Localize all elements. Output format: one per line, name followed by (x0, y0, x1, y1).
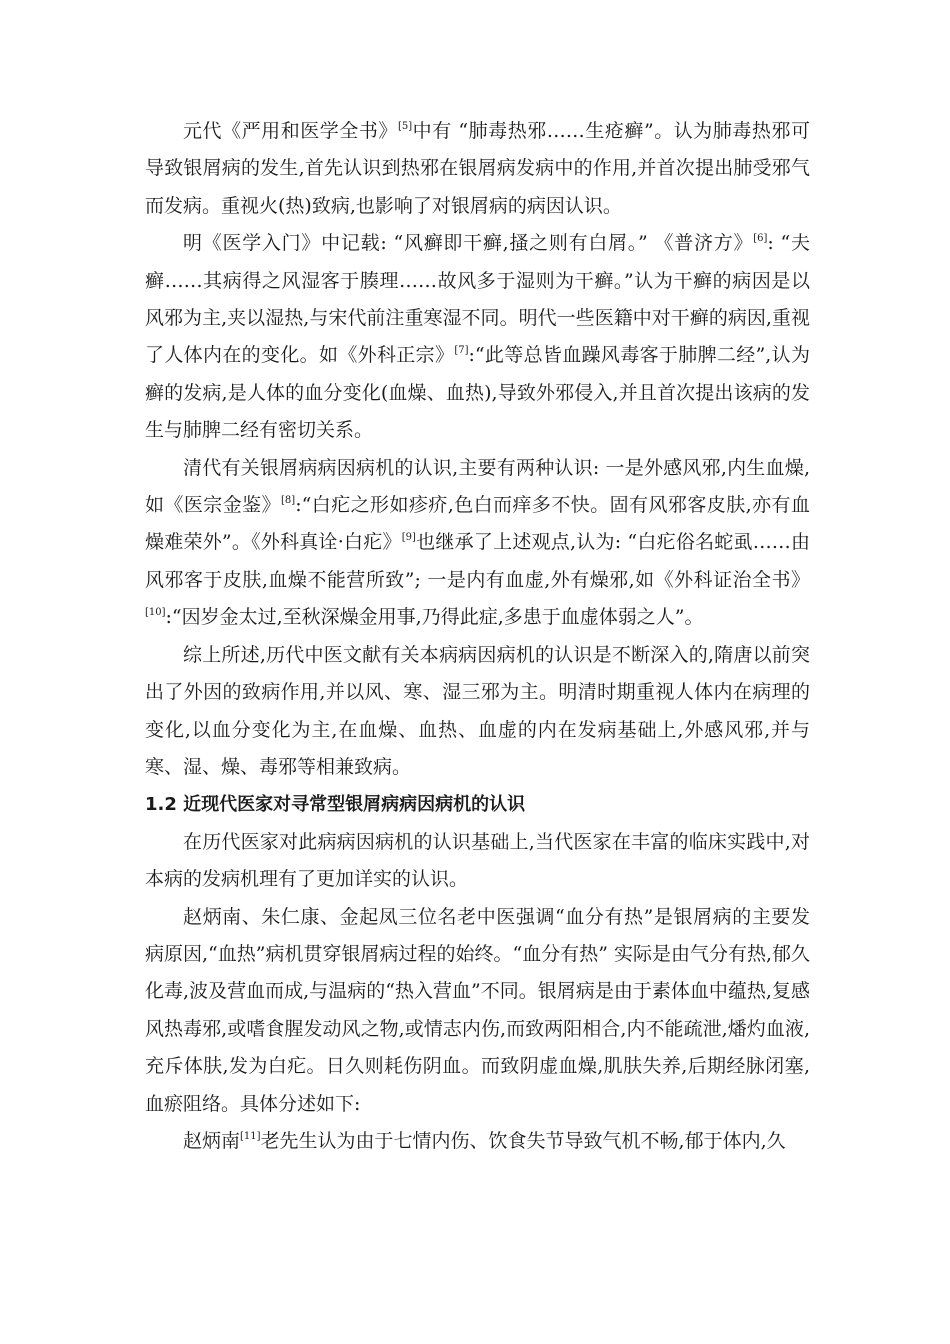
text-segment: 中有 “肺毒热邪……生疮癣”。认为肺毒热邪可导致银屑病的发生,首先认识到热邪在银屑病发病中的作用,并首次提出肺受邪气而发病。重视火(热)致病,也影响了对银屑病的病因认识。 (145, 120, 810, 217)
citation-ref: [9] (401, 532, 416, 544)
text-segment: :“白疕之形如疹疥,色白而痒多不快。固有风邪客皮肤,亦有血燥难荣外”。《外科真诠·白疕》 (145, 494, 810, 554)
text-segment: :“此等总皆血躁风毒客于肺脾二经”,认为癣的发病,是人体的血分变化(血燥、血热),导致外邪侵入,并且首次提出该病的发生与肺脾二经有密切关系。 (145, 344, 810, 442)
text-segment: 清代有关银屑病病因病机的认识,主要有两种认识: 一是外感风邪,内生血燥,如《医宗金鉴》 (145, 456, 810, 517)
section-heading-1-2 (145, 786, 810, 823)
text-segment: 综上所述,历代中医文献有关本病病因病机的认识是不断深入的,隋唐以前突出了外因的致病作用,并以风、寒、湿三邪为主。明清时期重视人体内在病理的变化,以血分变化为主,在血燥、血热、血虚的内在发病基础上,外感风邪,并与寒、湿、燥、毒邪等相兼致病。 (145, 643, 810, 778)
paragraph-modern-intro (145, 824, 810, 899)
paragraph-yuan-dynasty (145, 113, 810, 225)
text-segment: 在历代医家对此病病因病机的认识基础上,当代医家在丰富的临床实践中,对本病的发病机理有了更加详实的认识。 (145, 830, 810, 891)
text-segment: 元代《严用和医学全书》 (183, 120, 398, 142)
paragraph-blood-heat (145, 899, 810, 1123)
citation-ref: [5] (397, 121, 413, 132)
citation-ref: [8] (281, 495, 296, 507)
text-segment: 明《医学入门》中记载: “风癣即干癣,搔之则有白屑。” 《普济方》 (183, 232, 754, 255)
text-segment: :“因岁金太过,至秋深燥金用事,乃得此症,多患于血虚体弱之人”。 (165, 606, 704, 629)
text-segment: 赵炳南、朱仁康、金起凤三位名老中医强调“血分有热”是银屑病的主要发病原因,“血热”病机贯穿银屑病过程的始终。“血分有热” 实际是由气分有热,郁久化毒,波及营血而成,与温病的“热入营血”不同。银屑病是由于素体血中蕴热,复感风热毒邪,或嗜食腥发动风之物,或情志内伤,而致两阳相合,内不能疏泄,燔灼血液,充斥体肤,发为白疕。日久则耗伤阴血。而致阴虚血燥,肌肤失养,后期经脉闭塞,血瘀阻络。具体分述如下: (145, 905, 810, 1115)
text-segment: 老先生认为由于七情内伤、饮食失节导致气机不畅,郁于体内,久 (260, 1129, 786, 1152)
citation-ref: [6] (753, 233, 768, 245)
paragraph-zhao-bingnan (145, 1123, 810, 1160)
paragraph-qing-dynasty (145, 450, 810, 637)
text-segment: 赵炳南 (183, 1129, 241, 1152)
text-segment: 也继承了上述观点,认为: “白疕俗名蛇虱……由风邪客于皮肤,血燥不能营所致”; 一是内有血虚,外有燥邪,如《外科证治全书》 (145, 531, 810, 591)
text-segment: : “夫癣……其病得之风湿客于腠理……故风多于湿则为干癣。”认为干癣的病因是以风邪为主,夹以湿热,与宋代前注重寒湿不同。明代一些医籍中对干癣的病因,重视了人体内在的变化。如《外科正宗》 (145, 232, 810, 367)
heading-text: 1.2 近现代医家对寻常型银屑病病因病机的认识 (145, 794, 526, 816)
paragraph-summary (145, 637, 810, 787)
citation-ref: [11] (240, 1130, 261, 1142)
citation-ref: [10] (145, 607, 166, 619)
document-page (145, 113, 810, 1160)
paragraph-ming-dynasty (145, 225, 810, 449)
citation-ref: [7] (454, 345, 469, 357)
